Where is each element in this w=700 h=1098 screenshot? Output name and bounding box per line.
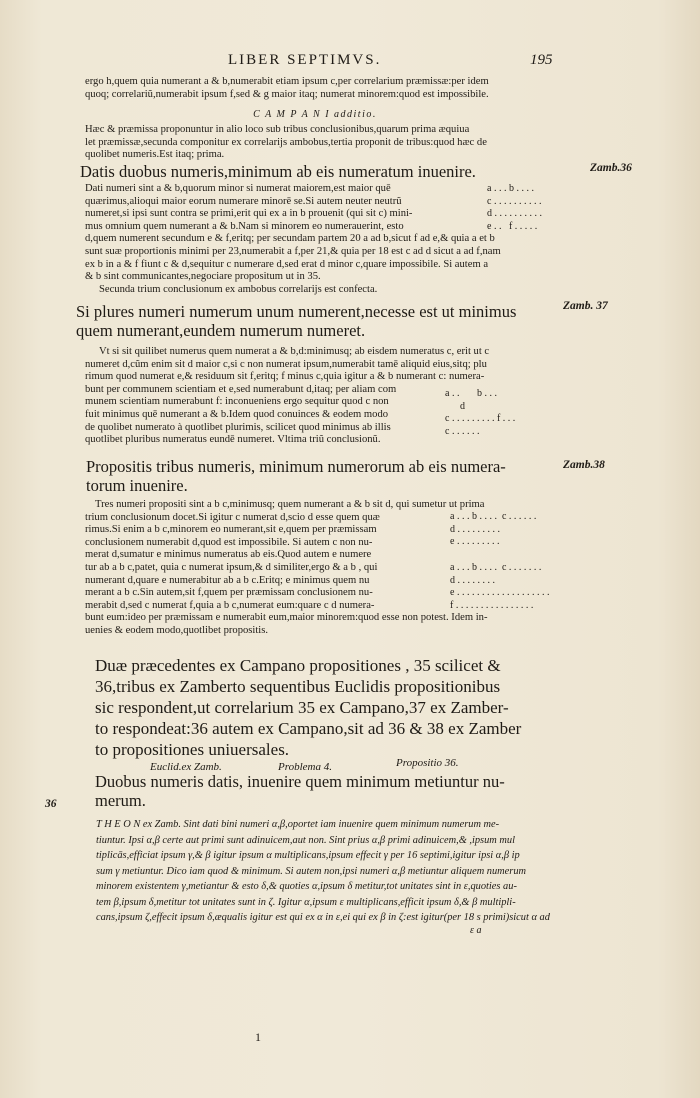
text-line: sic respondent,ut correlarium 35 ex Campano,37 ex Zamber-	[95, 698, 509, 717]
text-line: ergo h,quem quia numerant a & b,numerabit etiam ipsum c,per correlarium præmissæ:per idem	[85, 76, 489, 87]
folio-number: 195	[530, 52, 553, 68]
text-line: mus omnium quem numerant a & b.Nam si minorem eo numerauerint, esto	[85, 220, 404, 232]
text-line: T H E O N ex Zamb. Sint dati bini numeri α,β,oportet iam inuenire quem minimum numerum me-	[96, 819, 500, 830]
text-line: let præmissæ,secunda componitur ex correlarijs ambobus,tertia proponit de tribus:quod hæc de	[85, 136, 487, 148]
proposition-heading-4: Duobus numeris datis, inuenire quem minimum metiuntur nu- merum.	[95, 772, 505, 810]
text-line: merat d,sumatur e minimus numeratus ab eis.Quod autem e numere	[85, 549, 372, 561]
text-line: bunt per communem scientiam et e,sed numerabunt d,itaq; per aliam com	[85, 383, 397, 395]
theon-commentary	[96, 817, 564, 926]
page-mark: 1	[255, 1030, 261, 1044]
diagram-2: a . . b . . . d c . . . . . . . . . f . . . c . . . . . .	[445, 388, 516, 437]
paragraph-addition	[85, 124, 560, 162]
margin-note-zamb38: Zamb.38	[563, 459, 605, 471]
text-line: sunt suæ proportionis minimi per 23,numerabit a f,per 21,& quia per 18 est c ad d sicut a ad f,nam	[85, 245, 501, 257]
text-line: munem scientiam numerabunt f: inconueniens ergo sequitur quod c non	[85, 396, 389, 408]
text-line: merant a b c.Sin autem,sit f,quem per præmissam conclusionem nu-	[85, 587, 373, 599]
proposition-heading-1: Datis duobus numeris,minimum ab eis numeratum inuenire.	[80, 162, 476, 181]
text-line: cans,ipsum ζ,effecit ipsum δ,æqualis igitur est qui ex α in ε,ei qui ex β in ζ:est igitur(per 18 s primi)sicut α ad	[96, 912, 550, 923]
text-line: numeret d,cũm enim sit d maior c,si c non numerat ipsum,numerabit tamē aliquid eius,sitq; plu	[85, 358, 487, 370]
running-head	[0, 52, 700, 72]
text-line: quolibet numeris.Est itaq; prima.	[85, 149, 225, 161]
text-line: to propositiones uniuersales.	[95, 740, 290, 759]
diagram-4: a . . . b . . . . c . . . . . . . d . . . . . . . . e . . . . . . . . . . . . . . . . . . . f . . . . . . . . . . . . . . . .	[450, 562, 550, 611]
text-line: to respondeat:36 autem ex Campano,sit ad 36 & 38 ex Zamber	[95, 719, 522, 738]
text-line: 36,tribus ex Zamberto sequentibus Euclidis propositionibus	[95, 677, 501, 696]
text-line: de quolibet numerato à quotlibet plurimis, scilicet quod minimus ab illis	[85, 421, 391, 433]
text-line: Hæc & præmissa proponuntur in alio loco sub tribus conclusionibus,quarum prima æquiua	[85, 124, 470, 135]
text-line: d,quem numerent secundum e & f,eritq; per secundam partem 20 a ad b,sicut f ad e,& quia a et b	[85, 233, 495, 245]
text-line: merabit d,sed c numerat f,quia a b c,numerat eum:quare c d numera-	[85, 599, 375, 611]
text-line: uenies & eodem modo,quotlibet propositis.	[85, 624, 269, 636]
margin-note-36: 36	[45, 798, 57, 810]
margin-note-zamb36: Zamb.36	[590, 162, 632, 174]
text-line: quoq; correlariũ,numerabit ipsum f,sed & g maior itaq; numerat minorem:quod est impossibile.	[85, 88, 489, 100]
running-title: LIBER SEPTIMVS.	[228, 52, 382, 68]
text-line: tiplicās,efficiat ipsum γ,& β igitur ipsum α multiplicans,ipsum effecit γ per 16 septimi,igitur ipsi α,β ip	[96, 850, 520, 861]
diagram-3: a . . . b . . . . c . . . . . . d . . . . . . . . . e . . . . . . . . .	[450, 511, 537, 548]
text-line: quotlibet pluribus numeratus eundē numeret. Vltima triũ conclusionũ.	[85, 434, 381, 446]
paragraph-intro	[85, 76, 560, 101]
text-line: tur ab a b c,patet, quia c numerat ipsum,& d similiter,ergo & a b , qui	[85, 561, 378, 573]
text-line: trium conclusionum docet.Si igitur c numerat d,scio d esse quem quæ	[85, 511, 380, 523]
text-line: & b sint communicantes,negociare propositum ut in 35.	[85, 271, 321, 283]
text-line: rimus.Si enim a b c,minorem eo numerant,sit e,quem per præmissam	[85, 524, 377, 536]
text-line: numerant d,quare e numerabitur ab a b c.Eritq; e minimus quem nu	[85, 574, 370, 586]
campani-addition-heading: C A M P A N I additio.	[253, 109, 377, 120]
theon-tail: ε a	[470, 925, 482, 936]
margin-note-zamb37: Zamb. 37	[563, 300, 608, 312]
text-line: sum γ metiuntur. Dico iam quod & minimum. Si autem non,ipsi numeri α,β metiuntur aliquem numerum	[96, 865, 527, 877]
subhead-euclid: Euclid.ex Zamb.	[150, 761, 222, 773]
text-line: Tres numeri propositi sint a b c,minimusq; quem numerant a & b sit d, qui sumetur ut prima	[95, 499, 485, 510]
text-line: Duæ præcedentes ex Campano propositiones , 35 scilicet &	[95, 656, 501, 675]
concordance-note	[95, 655, 565, 760]
text-line: Secunda trium conclusionum ex ambobus correlarijs est confecta.	[99, 283, 378, 295]
proposition-heading-3: Propositis tribus numeris, minimum numerorum ab eis numera- torum inuenire.	[86, 457, 506, 495]
subhead-problem: Problema 4.	[278, 761, 332, 773]
text-line: conclusionem numerabit d,quod est impossibile. Si autem c non nu-	[85, 536, 373, 548]
text-line: Dati numeri sint a & b,quorum minor si numerat maiorem,est maior quē	[85, 183, 391, 194]
text-line: numeret,si ipsi sunt contra se primi,erit qui ex a in b prouenit (qui sit c) mini-	[85, 208, 413, 220]
text-line: ex b in a & f fiunt c & d,sequitur c numerare d,sed erat d minor c,quare impossibile. Si autem a	[85, 258, 489, 270]
diagram-1: a . . . b . . . . c . . . . . . . . . . d . . . . . . . . . . e . . f . . . . .	[487, 183, 542, 232]
text-line: fuit minimus quē numerant a & b.Idem quod conuinces & eodem modo	[85, 408, 389, 420]
subhead-proposition: Propositio 36.	[396, 757, 459, 769]
text-line: tem β,ipsum δ,metitur tot unitates sunt in ζ. Igitur α,ipsum ε multiplicans,efficit ipsum δ,& β multipli-	[96, 896, 516, 908]
text-line: tiuntur. Ipsi α,β certe aut primi sunt adinuicem,aut non. Sint prius α,β primi adinuicem,& ,ipsum mul	[96, 834, 515, 846]
proposition-heading-2: Si plures numeri numerum unum numerent,necesse est ut minimus quem numerant,eundem numerum numeret.	[76, 302, 517, 340]
text-line: quærimus,alioqui maior eorum numerare minorē se.Si autem neuter neutrũ	[85, 195, 402, 207]
text-line: Vt si sit quilibet numerus quem numerat a & b,d:minimusq; ab eisdem numeratus c, erit ut c	[99, 346, 490, 357]
text-line: rimum quod numerat e,& residuum sit f,eritq; f minus c,quia igitur a & b numerant c: numera-	[85, 371, 485, 383]
text-line: minorem existentem γ,metiantur & esto δ,& quoties α,ipsum δ metitur,tot unitates sint in ε,quoties au-	[96, 881, 517, 892]
text-line: bunt eum:ideo per præmissam e numerabit eum,maior minorem:quod esse non potest. Idem in-	[85, 612, 488, 624]
